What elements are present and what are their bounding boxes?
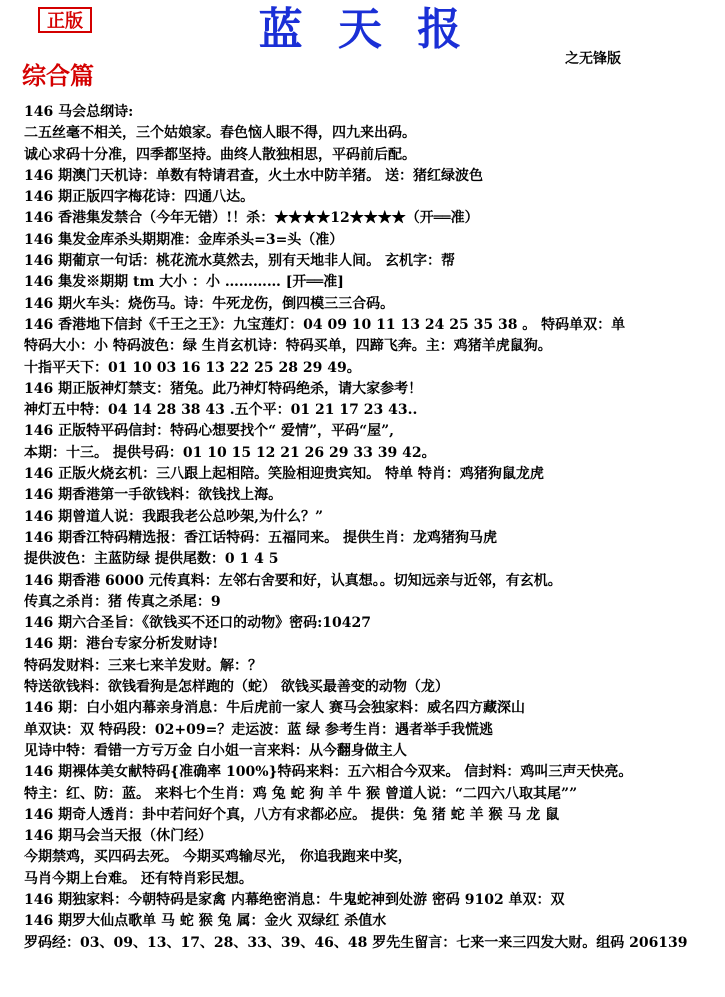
content-line: 146 马会总纲诗:	[24, 104, 134, 120]
content-line: 本期：十三。 提供号码：01 10 15 12 21 26 29 33 39 42。	[24, 444, 436, 461]
content-line: 提供波色：主蓝防绿 提供尾数：0 1 4 5	[24, 551, 279, 568]
content-line: 146 期六合圣旨：《欲钱买不还口的动物》密码:10427	[24, 615, 371, 632]
content-line: 马肖今期上台难。 还有特肖彩民想。	[24, 870, 253, 887]
content-line: 146 期香港 6000 元传真料：左邻右舍要和好，认真想。。切知远亲与近邻，有玄机。	[24, 572, 562, 589]
content-line: 146 正版特平码信封：特码心想要找个“ 爱情”，平码“屋”,	[24, 423, 395, 440]
content-line: 特码发财料：三来七来羊发财。解：？	[24, 657, 262, 674]
section-title: 综合篇	[22, 61, 94, 90]
content-line: 146 期澳门天机诗：单数有特请君查，火土水中防羊猪。 送：猪红绿波色	[24, 167, 483, 184]
edition-label: 之无锋版	[565, 51, 621, 67]
content-line: 单双诀：双 特码段：02+09=？走运波：蓝 绿 参考生肖：遇者举手我慌逃	[24, 721, 494, 738]
page-title: 蓝 天 报	[258, 4, 472, 55]
content-line: 见诗中特：看错一方亏万金 白小姐一言来料：从今翻身做主人	[24, 742, 407, 759]
content-line: 二五丝毫不相关，三个姑娘家。春色恼人眼不得，四九来出码。	[24, 125, 416, 142]
content-line: 146 期裸体美女献特码{准确率 100%}特码来料：五六相合今双来。 信封料：鸡叫三声天快亮。	[24, 764, 633, 781]
content-line: 146 期香港第一手欲钱料：欲钱找上海。	[24, 487, 283, 504]
content-line: 十指平天下：01 10 03 16 13 22 25 28 29 49。	[24, 359, 361, 376]
content-line: 146 期曾道人说：我跟我老公总吵架,为什么？”	[24, 508, 324, 525]
content-line: 罗码经：03、09、13、17、28、33、39、46、48 罗先生留言：七来一来三四发大财。组码 206139	[24, 934, 688, 951]
content-lines	[24, 102, 714, 954]
content-line: 诚心求码十分准，四季都坚持。曲终人散独相思，平码前后配。	[24, 146, 416, 163]
content-line: 146 期正版神灯禁支：猪兔。此乃神灯特码绝杀，请大家参考！	[24, 380, 423, 397]
content-line: 特送欲钱料：欲钱看狗是怎样跑的（蛇） 欲钱买最善变的动物（龙）	[24, 679, 449, 696]
content-line: 146 期正版四字梅花诗：四通八达。	[24, 189, 255, 206]
content-line: 146 期葡京一句话：桃花流水莫然去，别有天地非人间。 玄机字：帮	[24, 253, 455, 270]
content-line: 146 期奇人透肖：卦中若问好个真，八方有求都必应。 提供：兔 猪 蛇 羊 猴 马 龙 鼠	[24, 806, 560, 823]
content-line: 146 香港集发禁合（今年无错）!！杀：★★★★12★★★★（开══准）	[24, 210, 479, 227]
content-line: 特主：红、防：蓝。 来料七个生肖：鸡 兔 蛇 狗 羊 牛 猴 曾道人说：“二四六八取其尾””	[24, 785, 578, 802]
content-line: 146 期火车头：烧伤马。诗：牛死龙伤，倒四模三三合码。	[24, 295, 395, 312]
content-line: 146 期：白小姐内幕亲身消息：牛后虎前一家人 赛马会独家料：威名四方藏深山	[24, 700, 525, 717]
content-line: 146 香港地下信封《千王之王》：九宝莲灯：04 09 10 11 13 24 25 35 38 。 特码单双：单	[24, 316, 626, 333]
content-line: 今期禁鸡，买四码去死。 今期买鸡输尽光， 你追我跑来中奖，	[24, 849, 412, 866]
content-line: 146 期罗大仙点歌单 马 蛇 猴 兔 属：金火 双绿红 杀值水	[24, 913, 387, 930]
content-line: 146 正版火烧玄机：三八跟上起相陪。笑脸相迎贵宾知。 特单 特肖：鸡猪狗鼠龙虎	[24, 466, 544, 483]
content-line: 146 期马会当天报（休门经）	[24, 828, 213, 845]
content-line: 146 期独家料：今朝特码是家禽 内幕绝密消息：牛鬼蛇神到处游 密码 9102 单双：双	[24, 891, 565, 908]
content-line: 146 集发※期期 tm 大小 ：小 ………… [开══准]	[24, 274, 344, 291]
content-line: 传真之杀肖：猪 传真之杀尾：9	[24, 593, 221, 610]
edition-badge: 正版	[38, 7, 92, 33]
content-line: 神灯五中特：04 14 28 38 43 .五个平：01 21 17 23 43..	[24, 402, 418, 419]
content-line: 146 集发金库杀头期期准：金库杀头=3=头（准）	[24, 231, 344, 248]
content-line: 146 期：港台专家分析发财诗!	[24, 636, 219, 653]
content-line: 146 期香江特码精选报：香江话特码：五福同来。 提供生肖：龙鸡猪狗马虎	[24, 529, 497, 546]
content-line: 特码大小：小 特码波色：绿 生肖玄机诗：特码买单，四蹄飞奔。主：鸡猪羊虎鼠狗。	[24, 338, 552, 355]
